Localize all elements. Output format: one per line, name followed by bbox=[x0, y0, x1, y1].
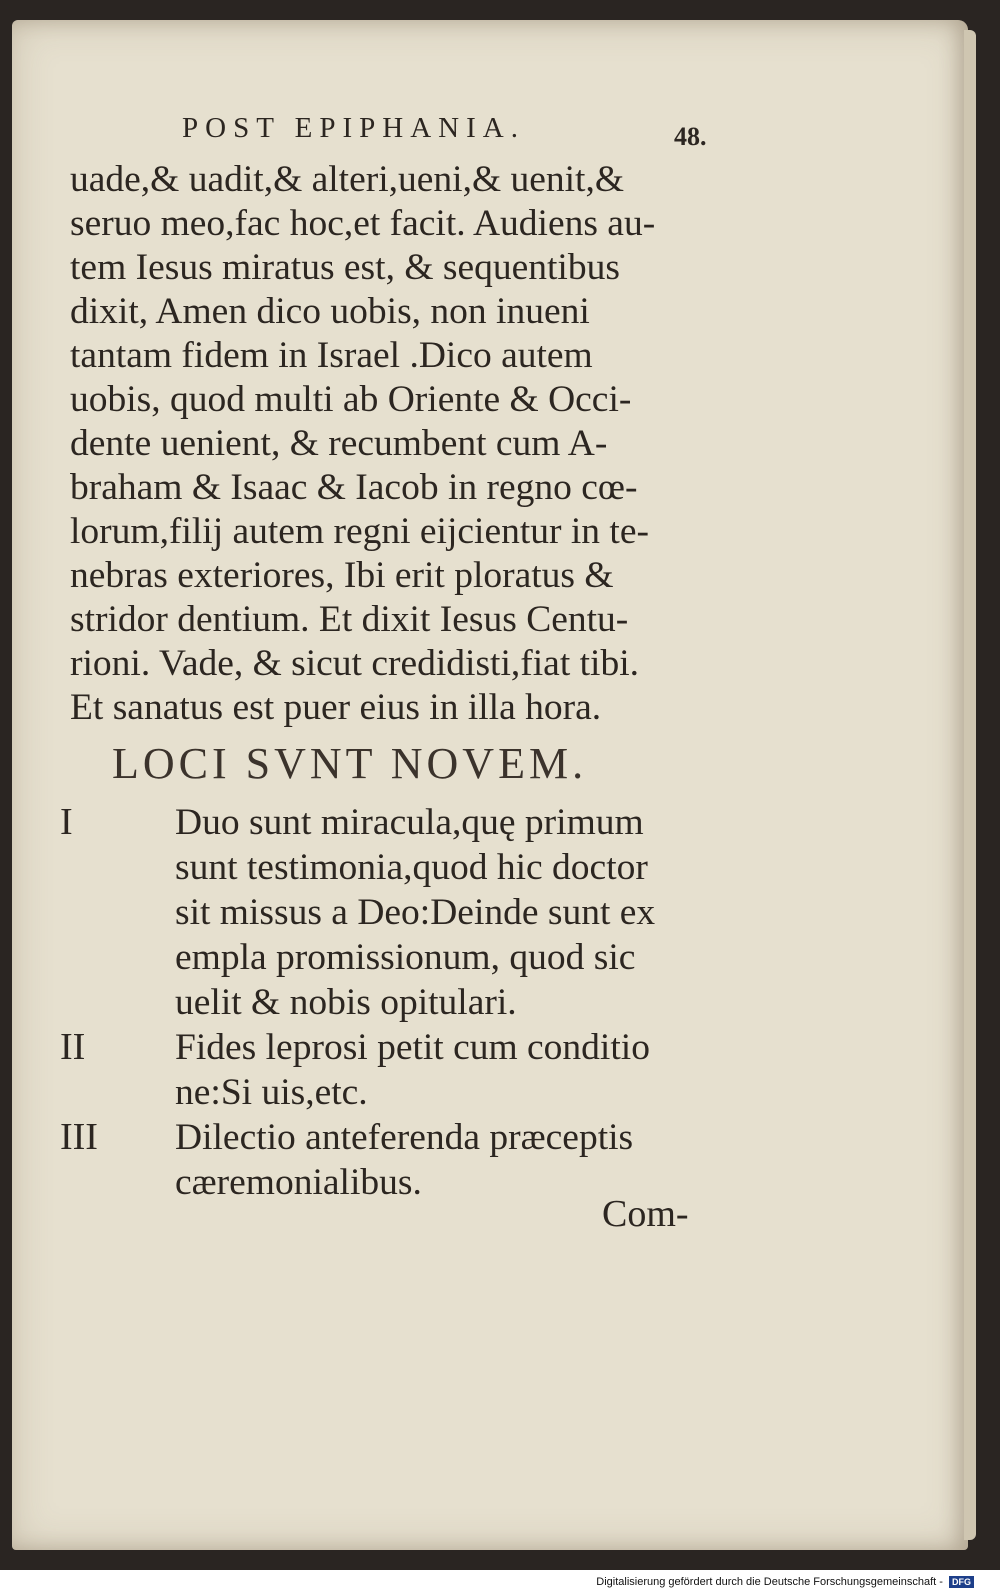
catchword: Com- bbox=[602, 1193, 689, 1235]
text-line: nebras exteriores, Ibi erit ploratus & bbox=[70, 555, 614, 596]
text-line: uade,& uadit,& alteri,ueni,& uenit,& bbox=[70, 159, 625, 200]
text-line: tem Iesus miratus est, & sequentibus bbox=[70, 247, 620, 288]
text-line: dixit, Amen dico uobis, non inueni bbox=[70, 291, 590, 332]
locus-line: Fides leprosi petit cum conditio bbox=[175, 1027, 650, 1068]
text-line: tantam fidem in Israel .Dico autem bbox=[70, 335, 593, 376]
locus-item bbox=[60, 1025, 740, 1115]
text-line: rioni. Vade, & sicut credidisti,fiat tibi. bbox=[70, 643, 640, 684]
text-line: uobis, quod multi ab Oriente & Occi- bbox=[70, 379, 632, 420]
locus-line: uelit & nobis opitulari. bbox=[175, 982, 517, 1023]
locus-numeral: I bbox=[60, 801, 73, 843]
credit-text: Digitalisierung gefördert durch die Deutsche Forschungsgemeinschaft - bbox=[596, 1576, 943, 1588]
locus-line: Dilectio anteferenda præceptis bbox=[175, 1117, 634, 1158]
digitization-credit bbox=[596, 1576, 974, 1588]
dfg-logo: DFG bbox=[949, 1576, 974, 1588]
text-line: Et sanatus est puer eius in illa hora. bbox=[70, 687, 602, 728]
text-line: seruo meo,fac hoc,et facit. Audiens au- bbox=[70, 203, 656, 244]
locus-item bbox=[60, 800, 740, 1025]
running-title: POST EPIPHANIA. bbox=[182, 112, 525, 144]
locus-line: empla promissionum, quod sic bbox=[175, 937, 636, 978]
loci-list bbox=[60, 800, 740, 1205]
locus-line: ne:Si uis,etc. bbox=[175, 1072, 368, 1113]
locus-text bbox=[175, 1025, 740, 1115]
gospel-text-block bbox=[70, 158, 730, 730]
locus-line: sit missus a Deo:Deinde sunt ex bbox=[175, 892, 656, 933]
folio-number: 48. bbox=[674, 122, 707, 151]
text-line: stridor dentium. Et dixit Iesus Centu- bbox=[70, 599, 629, 640]
locus-numeral: II bbox=[60, 1026, 86, 1068]
book-page bbox=[12, 20, 968, 1550]
locus-line: cæremonialibus. bbox=[175, 1162, 422, 1203]
locus-numeral: III bbox=[60, 1116, 98, 1158]
section-heading: LOCI SVNT NOVEM. bbox=[112, 739, 588, 788]
locus-line: sunt testimonia,quod hic doctor bbox=[175, 847, 648, 888]
locus-line: Duo sunt miracula,quę primum bbox=[175, 802, 644, 843]
locus-text bbox=[175, 800, 740, 1025]
text-line: lorum,filij autem regni eijcientur in te- bbox=[70, 511, 649, 552]
text-line: dente uenient, & recumbent cum A- bbox=[70, 423, 608, 464]
text-line: braham & Isaac & Iacob in regno cœ- bbox=[70, 467, 638, 508]
